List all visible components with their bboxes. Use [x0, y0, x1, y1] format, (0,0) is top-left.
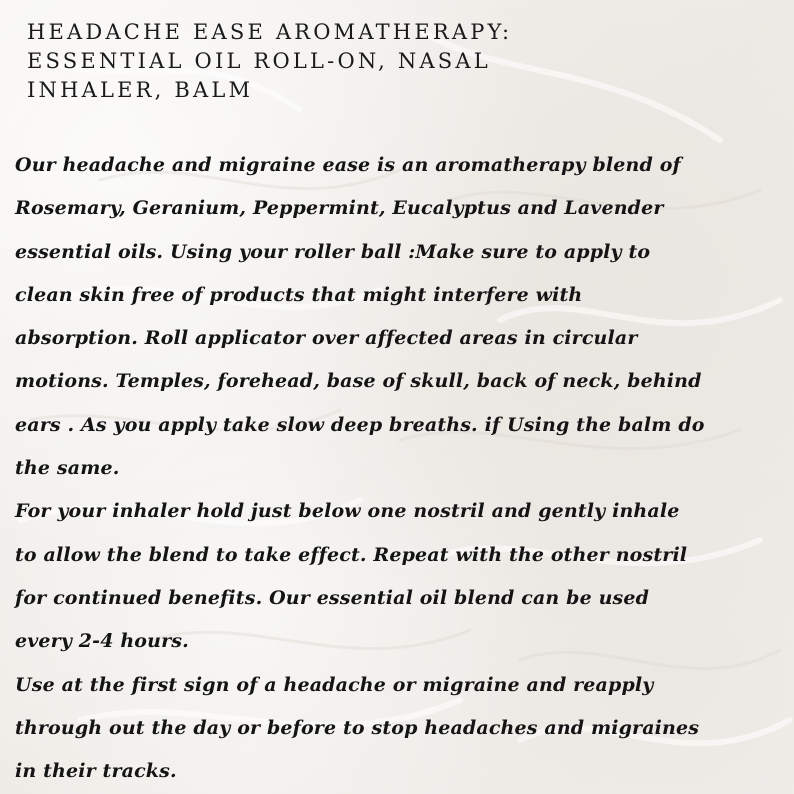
text-line: Use at the first sign of a headache or migraine and reapply [15, 673, 654, 696]
text-line: the same. [15, 457, 120, 480]
title-line: INHALER, BALM [27, 78, 254, 102]
text-line: essential oils. Using your roller ball :Make sure to apply to [15, 240, 651, 263]
text-line: Rosemary, Geranium, Peppermint, Eucalyptus and Lavender [15, 197, 664, 220]
text-line: through out the day or before to stop headaches and migraines [15, 716, 700, 739]
text-line: in their tracks. [15, 760, 177, 783]
title-line: ESSENTIAL OIL ROLL-ON, NASAL [27, 49, 491, 73]
text-line: Our headache and migraine ease is an aromatherapy blend of [15, 154, 681, 176]
text-line: to allow the blend to take effect. Repeat with the other nostril [15, 543, 688, 566]
text-line: motions. Temples, forehead, base of skull, back of neck, behind [15, 370, 702, 393]
title-line: HEADACHE EASE AROMATHERAPY: [27, 20, 513, 44]
text-line: absorption. Roll applicator over affected areas in circular [15, 327, 638, 350]
description-text [15, 144, 785, 793]
text-line: For your inhaler hold just below one nostril and gently inhale [15, 500, 680, 523]
text-line: for continued benefits. Our essential oil blend can be used [15, 586, 650, 609]
text-line: every 2-4 hours. [15, 630, 189, 653]
page-title [27, 18, 767, 105]
text-line: clean skin free of products that might interfere with [15, 283, 583, 306]
text-line: ears . As you apply take slow deep breaths. if Using the balm do [15, 413, 705, 436]
